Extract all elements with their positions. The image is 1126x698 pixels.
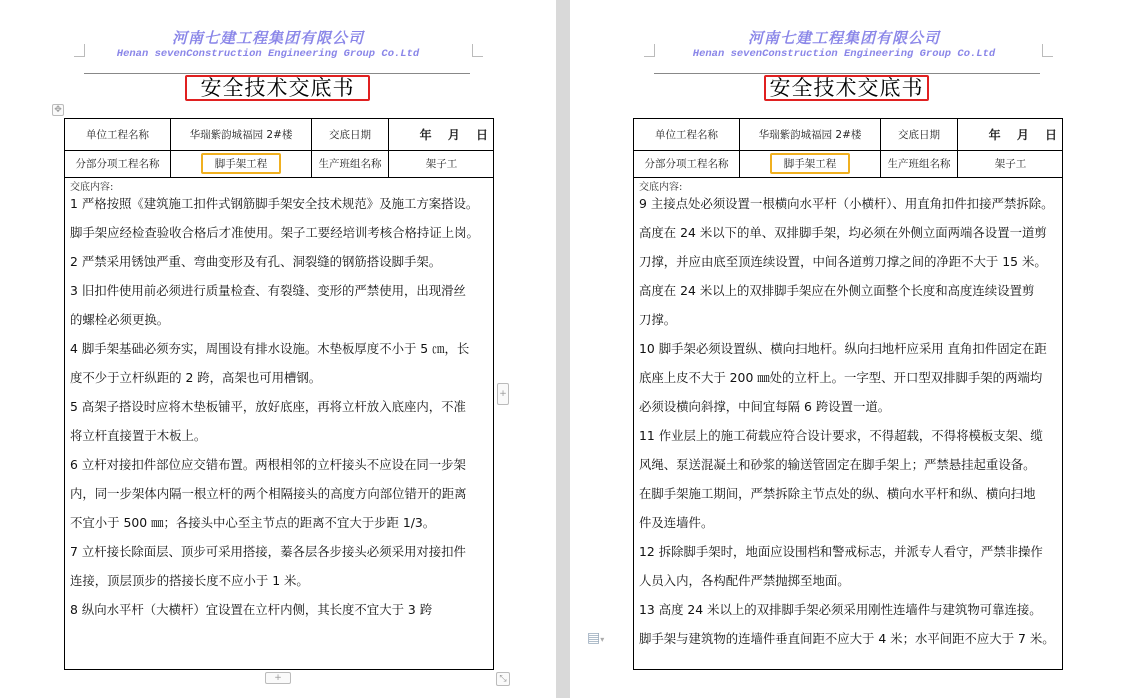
header-company-cn: 河南七建工程集团有限公司 <box>747 29 940 47</box>
disclosure-table <box>64 118 494 670</box>
content-line: 13 高度 24 米以上的双排脚手架必须采用刚性连墙件与建筑物可靠连接。 <box>639 602 1042 617</box>
sub-value-cell <box>171 150 312 177</box>
date-value[interactable]: 年 月 日 <box>988 128 1057 142</box>
header-company-cn: 河南七建工程集团有限公司 <box>171 29 364 47</box>
sub-label: 分部分项工程名称 <box>65 150 171 177</box>
content-line: 高度在 24 米以下的单、双排脚手架，均必须在外侧立面两端各设置一道剪 <box>639 225 1047 240</box>
content-line: 内，同一步架体内隔一根立杆的两个相隔接头的高度方向部位错开的距离 <box>70 486 467 501</box>
sub-label: 分部分项工程名称 <box>634 150 740 177</box>
page-gap <box>556 0 570 698</box>
content-line: 5 高架子搭设时应将木垫板铺平，放好底座，再将立杆放入底座内，不准 <box>70 399 466 414</box>
unit-value[interactable]: 华瑞紫韵城福园 2#楼 <box>171 119 312 150</box>
content-line: 不宜小于 500 ㎜；各接头中心至主节点的距离不宜大于步距 1/3。 <box>70 515 436 530</box>
sub-value[interactable]: 脚手架工程 <box>770 153 851 174</box>
content-line: 脚手架与建筑物的连墙件垂直间距不应大于 4 米；水平间距不应大于 7 米。 <box>639 631 1055 646</box>
table-row <box>65 150 493 178</box>
content-line: 8 纵向水平杆（大横杆）宜设置在立杆内侧，其长度不宜大于 3 跨 <box>70 602 433 617</box>
content-line: 4 脚手架基础必须夯实，周围设有排水设施。木垫板厚度不小于 5 ㎝，长 <box>70 341 470 356</box>
team-value[interactable]: 架子工 <box>425 158 458 170</box>
content-line: 底座上皮不大于 200 ㎜处的立杆上。一字型、开口型双排脚手架的两端均 <box>639 370 1043 385</box>
content-line: 高度在 24 米以上的双排脚手架应在外侧立面整个长度和高度连续设置剪 <box>639 283 1035 298</box>
content-line: 必须设横向斜撑，中间宜每隔 6 跨设置一道。 <box>639 399 891 414</box>
content-line: 刀撑。 <box>639 312 677 327</box>
paste-options-icon[interactable]: ▤▾ <box>587 630 605 646</box>
header-company-en: Henan sevenConstruction Engineering Group Co.Ltd <box>116 48 420 60</box>
table-row <box>65 119 493 151</box>
header-company-en: Henan sevenConstruction Engineering Group Co.Ltd <box>692 48 996 60</box>
content-line: 将立杆直接置于木板上。 <box>70 428 207 443</box>
date-value[interactable]: 年 月 日 <box>419 128 488 142</box>
add-column-icon[interactable]: + <box>497 383 509 405</box>
content-line: 件及连墙件。 <box>639 515 714 530</box>
table-row <box>634 119 1062 151</box>
content-line: 刀撑，并应由底至顶连续设置，中间各道剪刀撑之间的净距不大于 15 米。 <box>639 254 1047 269</box>
table-move-handle-icon[interactable]: ✥ <box>52 104 64 116</box>
content-line: 6 立杆对接扣件部位应交错布置。两根相邻的立杆接头不应设在同一步架 <box>70 457 466 472</box>
unit-value[interactable]: 华瑞紫韵城福园 2#楼 <box>740 119 881 150</box>
unit-label: 单位工程名称 <box>65 119 171 150</box>
content-label: 交底内容: <box>639 182 683 193</box>
content-lines[interactable] <box>70 189 479 624</box>
team-value[interactable]: 架子工 <box>994 158 1027 170</box>
date-label: 交底日期 <box>881 119 958 150</box>
content-line: 1 严格按照《建筑施工扣件式钢筋脚手架安全技术规范》及施工方案搭设。 <box>70 196 479 211</box>
add-row-icon[interactable]: + <box>265 672 291 684</box>
page-1 <box>0 0 556 698</box>
doc-title: 安全技术交底书 <box>185 75 370 101</box>
content-line: 7 立杆接长除面层、顶步可采用搭接，蓁各层各步接头必须采用对接扣件 <box>70 544 466 559</box>
content-lines[interactable] <box>639 189 1055 653</box>
header-rule <box>84 73 470 74</box>
resize-table-icon[interactable]: ⤡ <box>496 672 510 686</box>
header-rule <box>654 73 1040 74</box>
date-label: 交底日期 <box>312 119 389 150</box>
content-line: 2 严禁采用锈蚀严重、弯曲变形及有孔、洞裂缝的钢筋搭设脚手架。 <box>70 254 442 269</box>
page-2 <box>570 0 1126 698</box>
content-line: 度不少于立杆纵距的 2 跨，高架也可用槽钢。 <box>70 370 322 385</box>
table-row <box>634 150 1062 178</box>
content-label: 交底内容: <box>70 182 114 193</box>
content-line: 风绳、泵送混凝土和砂浆的输送管固定在脚手架上；严禁悬挂起重设备。 <box>639 457 1036 472</box>
disclosure-table <box>633 118 1063 670</box>
content-line: 3 旧扣件使用前必须进行质量检查、有裂缝、变形的严禁使用，出现滑丝 <box>70 283 466 298</box>
content-line: 11 作业层上的施工荷载应符合设计要求，不得超载，不得将模板支架、缆 <box>639 428 1043 443</box>
content-line: 在脚手架施工期间，严禁拆除主节点处的纵、横向水平杆和纵、横向扫地 <box>639 486 1036 501</box>
content-line: 10 脚手架必须设置纵、横向扫地杆。纵向扫地杆应采用 直角扣件固定在距 <box>639 341 1047 356</box>
sub-value[interactable]: 脚手架工程 <box>201 153 282 174</box>
content-line: 12 拆除脚手架时，地面应设围档和警戒标志，并派专人看守，严禁非操作 <box>639 544 1043 559</box>
team-label: 生产班组名称 <box>881 150 958 177</box>
content-line: 人员入内，各构配件严禁抛掷至地面。 <box>639 573 850 588</box>
unit-label: 单位工程名称 <box>634 119 740 150</box>
content-line: 的螺栓必须更换。 <box>70 312 170 327</box>
sub-value-cell <box>740 150 881 177</box>
doc-title: 安全技术交底书 <box>764 75 929 101</box>
content-line: 脚手架应经检查验收合格后才准使用。架子工要经培训考核合格持证上岗。 <box>70 225 479 240</box>
team-label: 生产班组名称 <box>312 150 389 177</box>
content-line: 连接，顶层顶步的搭接长度不应小于 1 米。 <box>70 573 309 588</box>
content-line: 9 主接点处必须设置一根横向水平杆（小横杆）、用直角扣件扣接严禁拆除。 <box>639 196 1054 211</box>
